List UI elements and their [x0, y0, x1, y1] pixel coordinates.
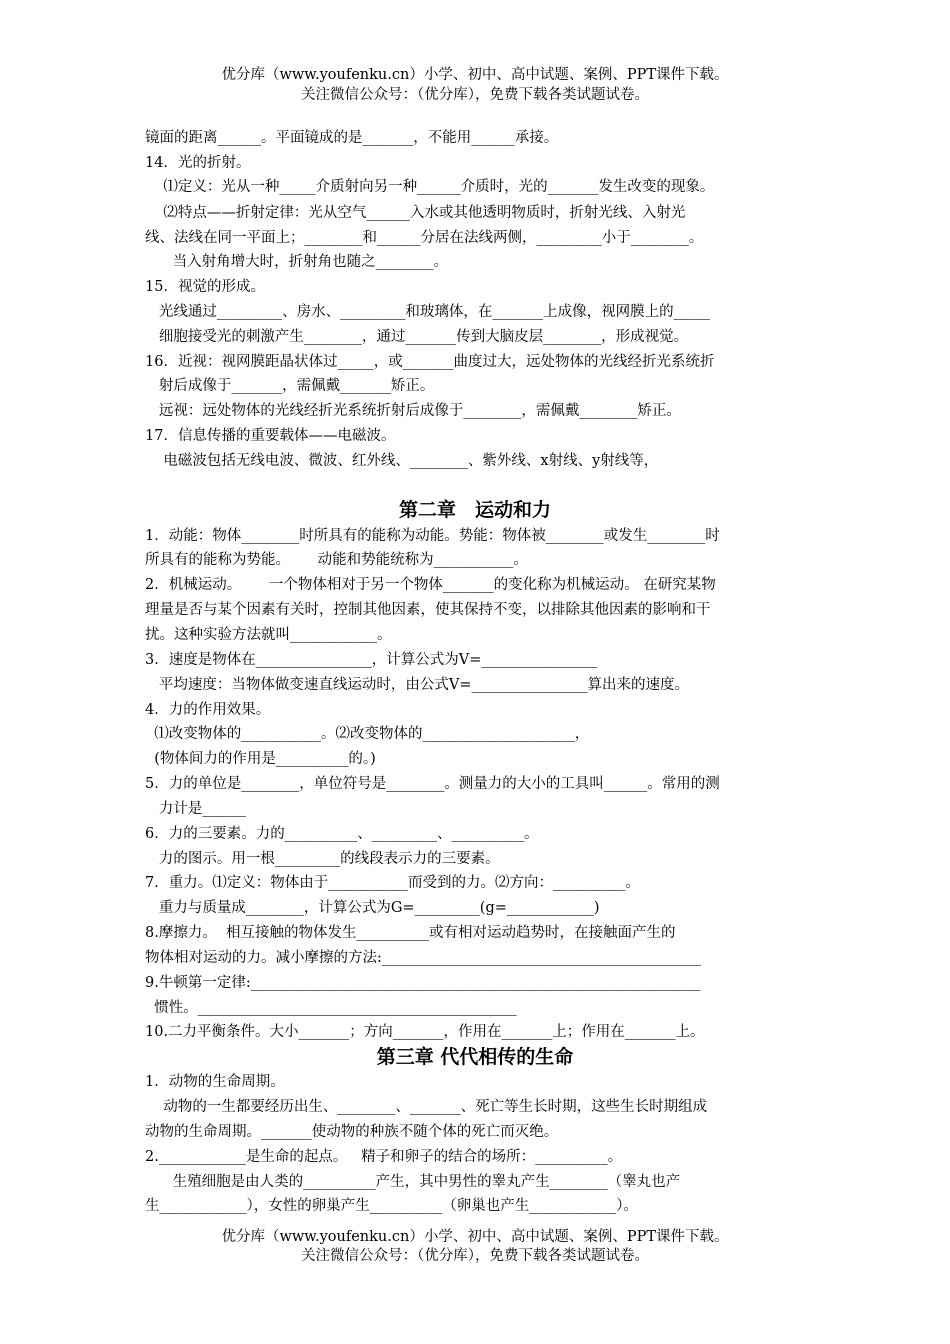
text-line: 重力与质量成________，计算公式为G=_________(g=____________)	[145, 900, 600, 916]
chapter-2-title: 第二章 运动和力	[398, 499, 551, 521]
text-line: 6．力的三要素。力的__________、_________、__________。	[145, 826, 539, 842]
text-line: 细胞接受光的刺激产生________，通过_______传到大脑皮层________，形成视觉。	[145, 329, 689, 345]
text-line: 15．视觉的形成。	[145, 279, 265, 295]
text-line: 线、法线在同一平面上；________和______分居在法线两侧，_________小于________。	[145, 230, 704, 246]
text-line: 动物的生命周期。_______使动物的种族不随个体的死亡而灭绝。	[145, 1124, 559, 1140]
text-line: 5．力的单位是________，单位符号是________。测量力的大小的工具叫______。常用的测	[145, 776, 720, 792]
text-line: 8.摩擦力。 相互接触的物体发生__________或有相对运动趋势时，在接触面产生的	[145, 925, 676, 941]
text-line: ⑵特点——折射定律：光从空气______入水或其他透明物质时，折射光线、入射光	[145, 205, 686, 221]
text-line: 理量是否与某个因素有关时，控制其他因素，使其保持不变，以排除其他因素的影响和干	[145, 602, 711, 618]
header-line-2: 关注微信公众号：（优分库），免费下载各类试题试卷。	[301, 87, 649, 103]
text-line: 惯性。____________________________________________	[145, 1000, 517, 1016]
text-line: 镜面的距离______。平面镜成的是_______，不能用______承接。	[145, 130, 559, 146]
text-line: 1．动物的生命周期。	[145, 1074, 285, 1090]
text-line: 生殖细胞是由人类的__________产生，其中男性的睾丸产生________（睾丸也产	[145, 1174, 681, 1190]
text-line: 10.二力平衡条件。大小_______；方向_______，作用在_______上；作用在_______上。	[145, 1024, 705, 1040]
text-line: 平均速度：当物体做变速直线运动时，由公式V=________________算出来的速度。	[145, 677, 689, 693]
text-line: 力的图示。用一根_________的线段表示力的三要素。	[145, 851, 500, 867]
text-line: 所具有的能称为势能。 动能和势能统称为___________。	[145, 552, 528, 568]
text-line: 3．速度是物体在________________，计算公式为V=________________	[145, 652, 598, 668]
text-line: 2.____________是生命的起点。 精子和卵子的结合的场所：__________。	[145, 1149, 623, 1165]
text-line: 动物的一生都要经历出生、________、_______、死亡等生长时期，这些生长时期组成	[145, 1099, 708, 1115]
text-line: 远视：远处物体的光线经折光系统折射后成像于________，需佩戴________矫正。	[145, 403, 681, 419]
header-line-1: 优分库（www.youfenku.cn）小学、初中、高中试题、案例、PPT课件下载。	[221, 67, 729, 83]
text-line: 电磁波包括无线电波、微波、红外线、________、紫外线、x射线、y射线等，	[145, 453, 659, 469]
text-line: 扰。这种实验方法就叫____________。	[145, 627, 392, 643]
text-line: 射后成像于_______，需佩戴_______矫正。	[145, 378, 435, 394]
text-line: 14．光的折射。	[145, 155, 251, 171]
text-line: (物体间力的作用是__________的。)	[145, 751, 376, 767]
text-line: 1．动能：物体________时所具有的能称为动能。势能：物体被________或发生________时	[145, 528, 720, 544]
text-line: 生____________），女性的卵巢产生__________（卵巢也产生____________）。	[145, 1198, 638, 1214]
text-line: 16．近视：视网膜距晶状体过_____，或_______曲度过大，远处物体的光线经折光系统折	[145, 354, 715, 370]
text-line: 9.牛顿第一定律:______________________________________________________________	[145, 975, 701, 991]
text-line: ⑴改变物体的___________。⑵改变物体的_____________________，	[145, 726, 590, 742]
footer-line-1: 优分库（www.youfenku.cn）小学、初中、高中试题、案例、PPT课件下载。	[221, 1229, 729, 1245]
text-line: 光线通过_________、房水、_________和玻璃体，在_______上成像，视网膜上的_____	[145, 304, 710, 320]
chapter-3-title: 第三章 代代相传的生命	[376, 1046, 574, 1068]
text-line: 物体相对运动的力。减小摩擦的方法:____________________________________________	[145, 950, 701, 966]
text-line: 2．机械运动。 一个物体相对于另一个物体_______的变化称为机械运动。 在研究某物	[145, 577, 716, 593]
text-line: 当入射角增大时，折射角也随之________。	[145, 254, 449, 270]
text-line: 力计是______	[145, 801, 246, 817]
footer-line-2: 关注微信公众号：（优分库），免费下载各类试题试卷。	[301, 1248, 649, 1264]
text-line: 17．信息传播的重要载体——电磁波。	[145, 428, 396, 444]
text-line: 7．重力。⑴定义：物体由于___________而受到的力。⑵方向：__________。	[145, 875, 640, 891]
text-line: ⑴定义：光从一种_____介质射向另一种______介质时，光的_______发生改变的现象。	[145, 179, 715, 195]
text-line: 4．力的作用效果。	[145, 702, 271, 718]
